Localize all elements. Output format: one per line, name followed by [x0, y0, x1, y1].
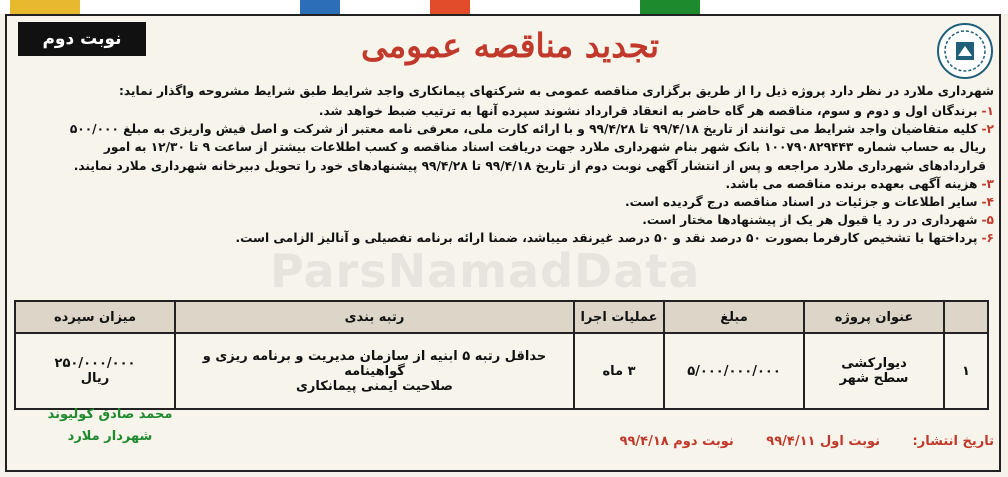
condition-item: ۵-شهرداری در رد یا قبول هر یک از پیشنهادها مختار است.: [642, 213, 994, 228]
col-header-deposit: میزان سپرده: [15, 301, 175, 333]
condition-item: ۴-سایر اطلاعات و جزئیات در اسناد مناقصه درج گردیده است.: [625, 195, 994, 210]
col-header-amount: مبلغ: [664, 301, 804, 333]
color-swatch: [640, 0, 700, 14]
signer-name: محمد صادق کولیوند: [47, 407, 173, 422]
table-header-row: [15, 301, 988, 333]
color-swatch: [430, 0, 470, 14]
condition-item-continued: قراردادهای شهرداری ملارد مراجعه و پس از انتشار آگهی نوبت دوم از تاریخ ۹۹/۴/۱۸ تا ۹۹/۴/۲۸ پیشنهادهای خود را تحویل دبیرخانه شهرداری ملارد نمایند.: [73, 158, 986, 173]
cell-amount: ۵/۰۰۰/۰۰۰/۰۰۰: [664, 333, 804, 409]
edition-badge: نوبت دوم: [18, 22, 146, 56]
signer-position: شهردار ملارد: [67, 429, 153, 444]
condition-item: ۶-پرداختها با تشخیص کارفرما بصورت ۵۰ درصد نقد و ۵۰ درصد غیرنقد میباشد، ضمنا ارائه برنامه تفصیلی و آنالیز الزامی است.: [235, 231, 994, 246]
publication-dates: [592, 434, 994, 449]
second-publication: نوبت دوم ۹۹/۴/۱۸: [619, 434, 734, 449]
col-header-duration: عملیات اجرا: [574, 301, 664, 333]
signature-block: [30, 404, 190, 448]
top-color-strip: [0, 0, 1008, 14]
col-header-grade: رتبه بندی: [175, 301, 574, 333]
intro-paragraph: شهرداری ملارد در نظر دارد پروژه ذیل را از طریق برگزاری مناقصه عمومی به شرکتهای پیمانکاری واجد شرایط طبق شرایط مشروحه واگذار نماید:: [118, 84, 994, 98]
col-header-project: عنوان پروژه: [804, 301, 944, 333]
color-swatch: [10, 0, 80, 14]
municipality-logo-icon: [936, 22, 994, 80]
condition-item: ۲-کلیه متقاضیان واجد شرایط می توانند از تاریخ ۹۹/۴/۱۸ تا ۹۹/۴/۲۸ و با ارائه کارت ملی، معرفی نامه معتبر از شرکت و اصل فیش واریزی به مبلغ ۵۰۰/۰۰۰: [69, 122, 994, 137]
cell-row-number: ۱: [944, 333, 988, 409]
condition-item: ۱-برندگان اول و دوم و سوم، مناقصه هر گاه حاضر به انعقاد قرارداد نشوند سپرده آنها به ترتیب ضبط خواهد شد.: [318, 104, 994, 118]
condition-item-continued: ریال به حساب شماره ۱۰۰۷۹۰۸۲۹۴۴۳ بانک شهر بنام شهرداری ملارد جهت دریافت اسناد مناقصه و کسب اطلاعات بیشتر از ساعت ۹ تا ۱۲/۳۰ به امور: [103, 140, 986, 155]
cell-deposit: ۲۵۰/۰۰۰/۰۰۰ ریال: [15, 333, 175, 409]
table-row: [15, 333, 988, 409]
col-header-row-number: [944, 301, 988, 333]
conditions-list: [19, 102, 994, 248]
tender-table: [14, 300, 989, 410]
first-publication: نوبت اول ۹۹/۴/۱۱: [766, 434, 880, 449]
cell-duration: ۳ ماه: [574, 333, 664, 409]
cell-grade: حداقل رتبه ۵ ابنیه از سازمان مدیریت و برنامه ریزی و گواهینامه صلاحیت ایمنی پیمانکاری: [175, 333, 574, 409]
page-title: تجدید مناقصه عمومی: [360, 26, 660, 65]
condition-item: ۳-هزینه آگهی بعهده برنده مناقصه می باشد.: [725, 176, 994, 191]
watermark: ParsNamadData: [270, 244, 701, 298]
color-swatch: [300, 0, 340, 14]
cell-project: دیوارکشی سطح شهر: [804, 333, 944, 409]
publication-label: تاریخ انتشار:: [912, 434, 994, 449]
